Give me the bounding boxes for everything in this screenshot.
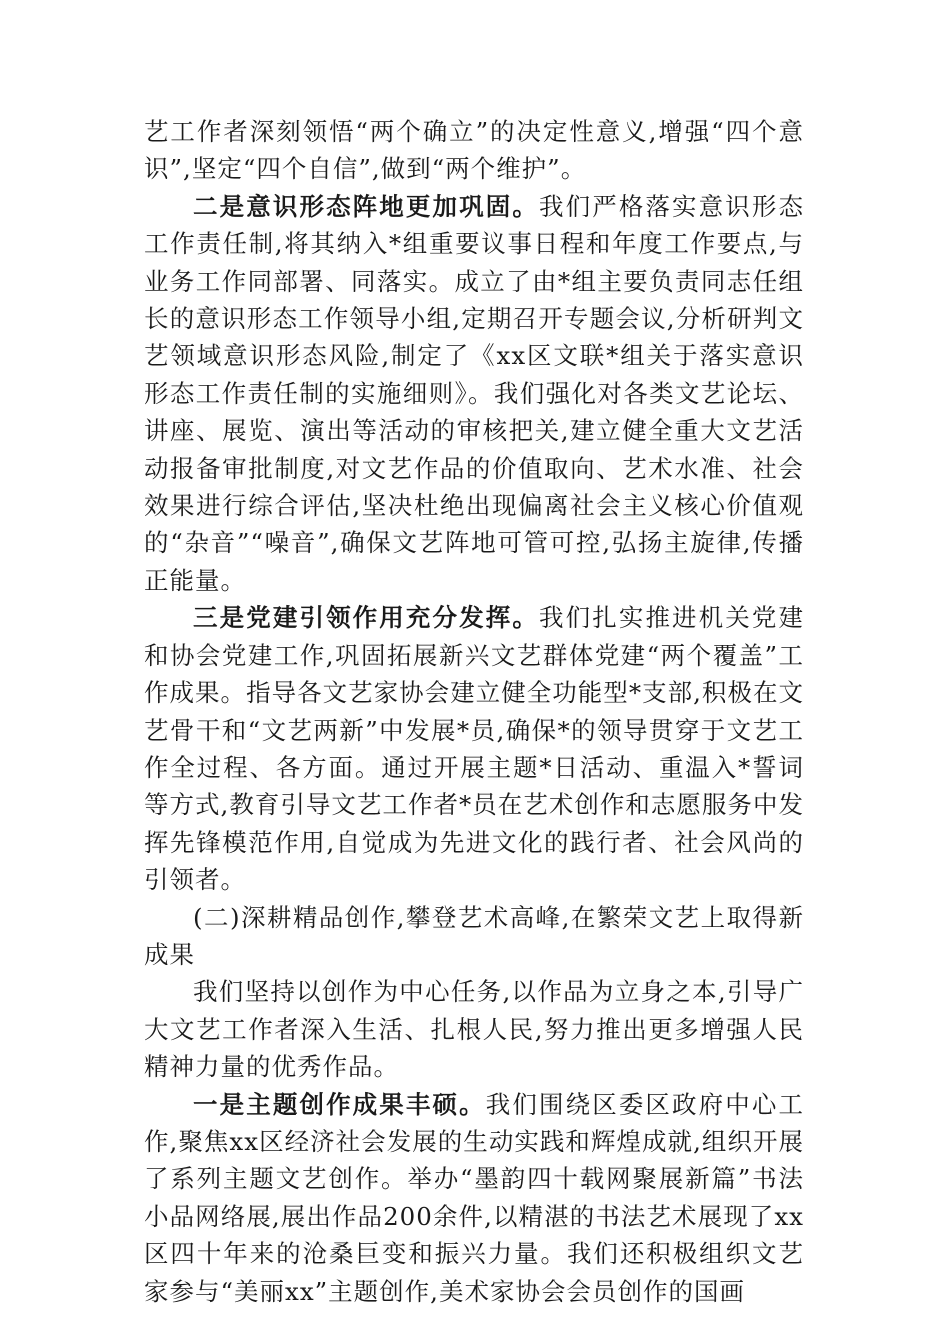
paragraph-text: 我们严格落实意识形态工作责任制,将其纳入*组重要议事日程和年度工作要点,与业务工作同部署、同落实。成立了由*组主要负责同志任组长的意识形态工作领导小组,定期召开专题会议,分析研判文艺领域意识形态风险,制定了《xx区文联*组关于落实意识形态工作责任制的实施细则》。我们强化对各类文艺论坛、讲座、展览、演出等活动的审核把关,建立健全重大文艺活动报备审批制度,对文艺作品的价值取向、艺术水准、社会效果进行综合评估,坚决杜绝出现偏离社会主义核心价值观的“杂音”“噪音”,确保文艺阵地可管可控,弘扬主旋律,传播正能量。 <box>144 191 805 595</box>
document-body <box>144 113 804 1310</box>
paragraph-theme-creation <box>144 1086 804 1310</box>
paragraph-intro <box>144 973 804 1085</box>
section-heading <box>144 899 804 974</box>
paragraph-ideology-position <box>144 188 804 599</box>
paragraph-lead: 二是意识形态阵地更加巩固。 <box>193 191 539 221</box>
paragraph-text: 我们围绕区委区政府中心工作,聚焦xx区经济社会发展的生动实践和辉煌成就,组织开展了系列主题文艺创作。举办“墨韵四十载网聚展新篇”书法小品网络展,展出作品200余件,以精湛的书法艺术展现了xx区四十年来的沧桑巨变和振兴力量。我们还积极组织文艺家参与“美丽xx”主题创作,美术家协会会员创作的国画 <box>144 1089 804 1306</box>
paragraph-text: 我们扎实推进机关党建和协会党建工作,巩固拓展新兴文艺群体党建“两个覆盖”工作成果。指导各文艺家协会建立健全功能型*支部,积极在文艺骨干和“文艺两新”中发展*员,确保*的领导贯穿于文艺工作全过程、各方面。通过开展主题*日活动、重温入*誓词等方式,教育引导文艺工作者*员在艺术创作和志愿服务中发挥先锋模范作用,自觉成为先进文化的践行者、社会风尚的引领者。 <box>144 603 805 895</box>
section-heading-text: (二)深耕精品创作,攀登艺术高峰,在繁荣文艺上取得新成果 <box>144 902 804 969</box>
paragraph-party-building <box>144 599 804 898</box>
paragraph-lead: 三是党建引领作用充分发挥。 <box>193 603 539 633</box>
paragraph-lead: 一是主题创作成果丰硕。 <box>193 1089 486 1119</box>
paragraph-text: 我们坚持以创作为中心任务,以作品为立身之本,引导广大文艺工作者深入生活、扎根人民,努力推出更多增强人民精神力量的优秀作品。 <box>144 977 804 1082</box>
paragraph-text: 艺工作者深刻领悟“两个确立”的决定性意义,增强“四个意识”,坚定“四个自信”,做到“两个维护”。 <box>144 117 804 184</box>
paragraph-continuation <box>144 113 804 188</box>
